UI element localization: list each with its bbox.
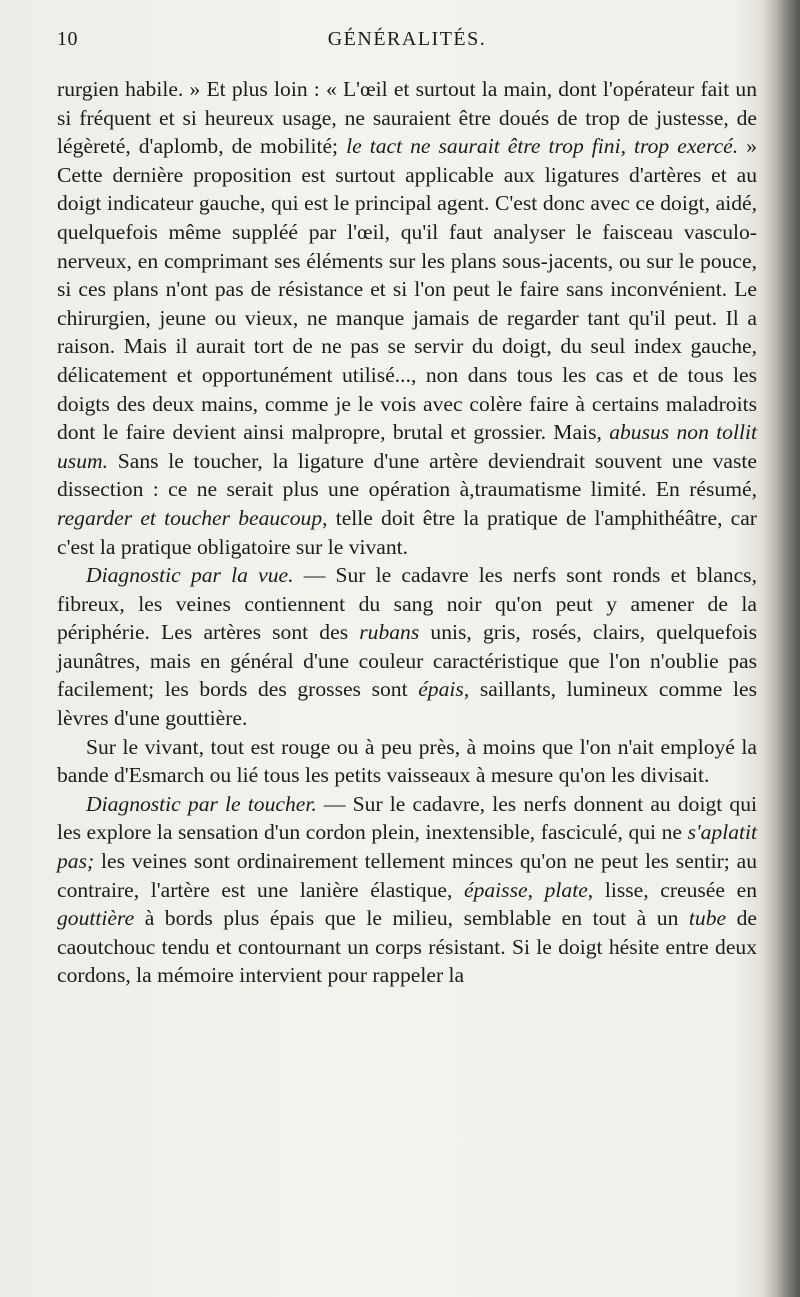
text-run: de caoutchouc tendu et contournant un corps résistant. Si le doigt hésite entre deux cordons, la mémoire intervient pour rappeler la <box>57 906 757 988</box>
text-run: Sur le vivant, tout est rouge ou à peu près, à moins que l'on n'ait employé la bande d'Esmarch ou lié tous les petits vaisseaux à mesure qu'on les divisait. <box>57 734 757 788</box>
text-run: , saillants, lumineux comme les lèvres d'une gouttière. <box>57 677 757 731</box>
text-run: » Cette dernière proposition est surtout applicable aux ligatures d'artères et au doigt indicateur gauche, qui est le principal agent. C'est donc avec ce doigt, aidé, quelquefois même suppléé par l'œil, qu'il faut analyser le faisceau vasculo-nerveux, en comprimant ses éléments sur les plans sous-jacents, ou sur le pouce, si ces plans n'ont pas de résistance et si l'on peut le faire sans inconvénient. Le chirurgien, jeune ou vieux, ne manque jamais de regarder tant qu'il peut. Il a raison. Mais il aurait tort de ne pas se servir du doigt, du seul index gauche, délicatement et opportunément utilisé..., non dans tous les cas et de tous les doigts des deux mains, comme je le vois avec colère faire à certains maladroits dont le faire devient ainsi malpropre, brutal et grossier. Mais, <box>57 134 758 445</box>
paragraph-vivant <box>57 733 757 790</box>
italic-run: plate <box>544 877 588 902</box>
paragraph-1 <box>57 75 757 561</box>
italic-run: s'aplatit pas; <box>57 820 757 874</box>
text-run: les veines sont ordinairement tellement minces qu'on ne peut les sentir; au contraire, l'artère est une lanière élastique, <box>57 849 757 902</box>
page-number: 10 <box>57 28 78 50</box>
italic-run: abusus non tollit usum. <box>57 420 757 473</box>
text-run: , <box>527 877 545 902</box>
section-heading: Diagnostic par le toucher. <box>86 791 317 816</box>
text-run: Sans le toucher, la ligature d'une artère deviendrait souvent une vaste dissection : ce ne serait plus une opération à,traumatisme limité. En résumé, <box>57 448 757 502</box>
italic-run: gouttière <box>57 906 135 931</box>
italic-run: épais <box>418 677 464 702</box>
text-run: — Sur le cadavre, les nerfs donnent au doigt qui les explore la sensation d'un cordon plein, inextensible, fasciculé, qui ne <box>57 791 758 845</box>
text-run: , lisse, creusée en <box>587 877 757 902</box>
text-run: , telle doit être la pratique de l'amphithéâtre, car c'est la pratique obligatoire sur le vivant. <box>57 505 758 559</box>
italic-run: épaisse <box>464 877 528 902</box>
paragraph-diagnostic-toucher <box>57 790 757 990</box>
text-run: à bords plus épais que le milieu, semblable en tout à un <box>134 906 689 931</box>
binding-shadow <box>762 0 800 1297</box>
italic-run: le tact ne saurait être trop fini, trop exercé. <box>346 134 739 159</box>
italic-run: regarder et toucher beaucoup <box>57 505 323 530</box>
paragraph-diagnostic-vue <box>57 561 757 733</box>
running-title: GÉNÉRALITÉS. <box>327 28 487 50</box>
section-heading: Diagnostic par la vue. <box>86 563 294 588</box>
text-run: — Sur le cadavre les nerfs sont ronds et blancs, fibreux, les veines contiennent du sang noir qu'on peut y amener de la périphérie. Les artères sont des <box>57 563 757 645</box>
text-run: unis, gris, rosés, clairs, quelquefois jaunâtres, mais en général d'une couleur caractéristique que l'on n'oublie pas facilement; les bords des grosses sont <box>57 620 757 702</box>
italic-run: rubans <box>359 620 420 645</box>
body-text <box>57 75 757 990</box>
italic-run: tube <box>688 906 727 931</box>
text-run: rurgien habile. » Et plus loin : « L'œil et surtout la main, dont l'opérateur fait un si fréquent et si heureux usage, ne sauraient être doués de trop de justesse, de légèreté, d'aplomb, de mobilité; <box>57 77 757 159</box>
running-head <box>57 28 757 58</box>
